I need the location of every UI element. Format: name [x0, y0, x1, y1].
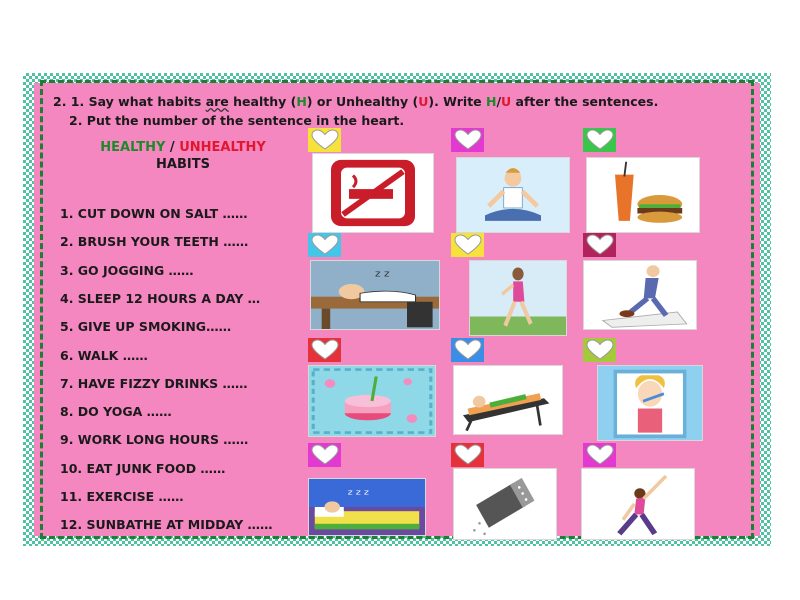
- instruction-line-1: [53, 94, 658, 109]
- heart-icon: [311, 339, 339, 361]
- habit-item: 12. SUNBATHE AT MIDDAY ……: [60, 517, 273, 533]
- heart-answer-box[interactable]: [583, 233, 616, 257]
- heart-icon: [311, 129, 339, 151]
- heart-icon: [586, 444, 614, 466]
- walking-man-icon: [584, 261, 696, 329]
- junk-food-icon: [587, 158, 699, 232]
- sleeping-at-desk-icon: [311, 261, 439, 329]
- instr-h: H: [296, 94, 307, 109]
- habit-picture: [469, 260, 567, 336]
- habits-heading: [83, 139, 283, 173]
- salt-shaker-icon: [454, 469, 556, 539]
- heart-answer-box[interactable]: [308, 233, 341, 257]
- instr-are: are: [205, 94, 229, 109]
- habit-item: 4. SLEEP 12 HOURS A DAY …: [60, 290, 261, 306]
- heart-icon: [311, 444, 339, 466]
- heart-answer-box[interactable]: [583, 128, 616, 152]
- heart-icon: [454, 339, 482, 361]
- instruction-line-2: 2. Put the number of the sentence in the heart.: [69, 113, 405, 128]
- svg-text:z z z: z z z: [347, 487, 370, 497]
- instr-text: ). Write: [428, 94, 486, 109]
- habit-picture: [312, 153, 434, 233]
- fizzy-drink-icon: [309, 366, 435, 436]
- heart-icon: [454, 129, 482, 151]
- instr-slash: /: [496, 94, 502, 109]
- habit-picture: [308, 478, 426, 536]
- heart-icon: [586, 129, 614, 151]
- exercise-icon: [582, 469, 694, 539]
- heading-separator: /: [165, 140, 180, 155]
- habit-item: 10. EAT JUNK FOOD ……: [60, 460, 226, 476]
- habit-item: 8. DO YOGA ……: [60, 404, 172, 420]
- habit-item: 2. BRUSH YOUR TEETH ……: [60, 234, 249, 250]
- sunbathing-icon: [454, 366, 562, 434]
- habit-item: 1. CUT DOWN ON SALT ……: [60, 206, 248, 221]
- heart-answer-box[interactable]: [308, 338, 341, 362]
- habit-picture: [581, 468, 695, 540]
- no-smoking-icon: [313, 154, 433, 232]
- jogging-icon: [470, 261, 566, 335]
- heart-icon: [586, 234, 614, 256]
- habit-item: 7. HAVE FIZZY DRINKS ……: [60, 375, 248, 391]
- habit-item: 6. WALK ……: [60, 347, 148, 363]
- sleeping-in-bed-icon: [309, 479, 425, 535]
- instr-h2: H: [486, 94, 497, 109]
- instr-text: 2. 1. Say what habits: [53, 94, 206, 109]
- svg-text:z z: z z: [375, 269, 390, 279]
- habit-item: 11. EXERCISE ……: [60, 489, 184, 504]
- instr-text: healthy (: [228, 94, 297, 109]
- habit-picture: [308, 365, 436, 437]
- habit-picture: [583, 260, 697, 330]
- heart-answer-box[interactable]: [308, 443, 341, 467]
- habit-item: 5. GIVE UP SMOKING……: [60, 319, 232, 335]
- heading-habits: HABITS: [156, 157, 210, 172]
- heading-healthy: HEALTHY: [100, 140, 166, 155]
- yoga-icon: [457, 158, 569, 232]
- heart-answer-box[interactable]: [451, 233, 484, 257]
- heart-answer-box[interactable]: [451, 338, 484, 362]
- instr-u2: U: [501, 94, 512, 109]
- heart-icon: [311, 234, 339, 256]
- brushing-teeth-icon: [598, 366, 702, 440]
- habit-picture: [456, 157, 570, 233]
- heart-icon: [586, 339, 614, 361]
- heart-answer-box[interactable]: [451, 128, 484, 152]
- habit-picture: [586, 157, 700, 233]
- habit-picture: [453, 365, 563, 435]
- instr-u: U: [418, 94, 429, 109]
- habit-picture: [453, 468, 557, 540]
- habit-item: 9. WORK LONG HOURS ……: [60, 432, 249, 448]
- worksheet: [23, 73, 771, 546]
- instr-text: ) or Unhealthy (: [306, 94, 419, 109]
- heart-answer-box[interactable]: [583, 443, 616, 467]
- habit-picture: [597, 365, 703, 441]
- habit-item: 3. GO JOGGING ……: [60, 262, 194, 278]
- instr-text: after the sentences.: [511, 94, 659, 109]
- heart-icon: [454, 444, 482, 466]
- heading-unhealthy: UNHEALTHY: [179, 140, 266, 155]
- heart-icon: [454, 234, 482, 256]
- heart-answer-box[interactable]: [583, 338, 616, 362]
- heart-answer-box[interactable]: [308, 128, 341, 152]
- heart-answer-box[interactable]: [451, 443, 484, 467]
- habit-picture: [310, 260, 440, 330]
